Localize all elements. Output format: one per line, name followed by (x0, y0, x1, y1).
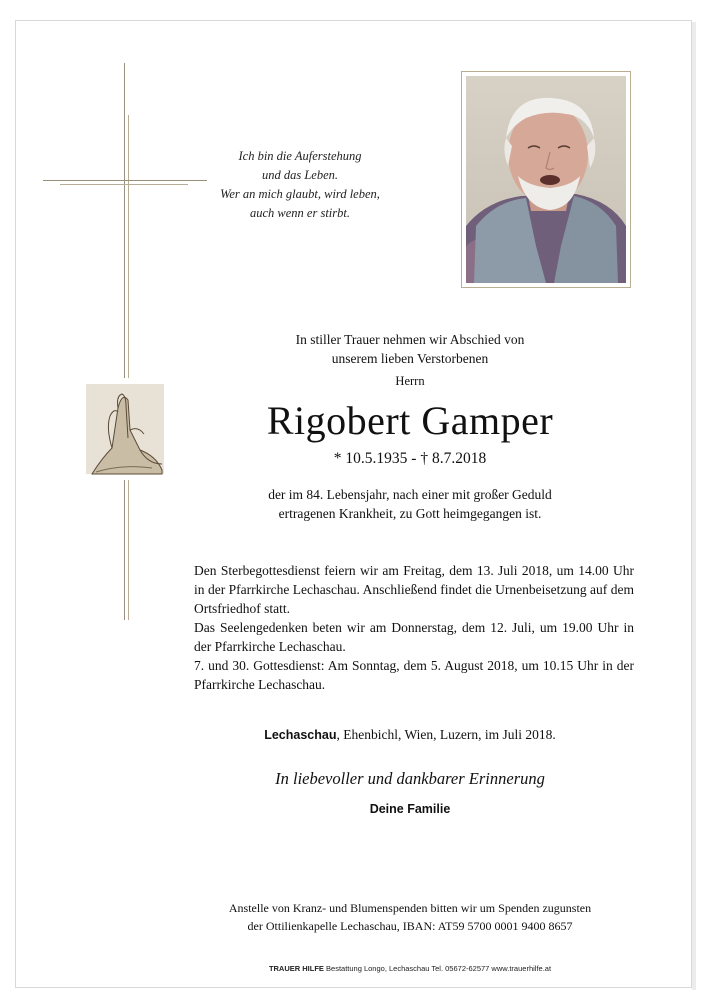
footer-brand: TRAUER HILFE (268, 964, 324, 973)
salutation: Herrn (395, 374, 425, 388)
verse-line: auch wenn er stirbt. (250, 206, 350, 220)
memory-line: In liebevoller und dankbarer Erinnerung (275, 769, 545, 788)
verse-line: Ich bin die Auferstehung (238, 149, 362, 163)
donation-line: der Ottilienkapelle Lechaschau, IBAN: AT59 5700 0001 9400 8657 (247, 919, 573, 933)
description-line: ertragenen Krankheit, zu Gott heimgegangen ist. (278, 506, 542, 521)
place-rest: , Ehenbichl, Wien, Luzern, im Juli 2018. (336, 727, 556, 742)
footer-contact: Bestattung Longo, Lechaschau Tel. 05672-62577 www.trauerhilfe.at (323, 964, 552, 973)
footer (180, 964, 640, 973)
page-shadow (692, 22, 696, 990)
deceased-name: Rigobert Gamper (266, 398, 554, 443)
verse-line: Wer an mich glaubt, wird leben, (220, 187, 380, 201)
donation-line: Anstelle von Kranz- und Blumenspenden bitten wir um Spenden zugunsten (228, 901, 592, 915)
intro-line: In stiller Trauer nehmen wir Abschied von (295, 332, 525, 347)
bible-verse (215, 147, 385, 223)
life-dates: * 10.5.1935 - † 8.7.2018 (333, 450, 487, 467)
portrait-photo (466, 76, 626, 283)
portrait-photo-frame (461, 71, 631, 288)
verse-line: und das Leben. (261, 168, 339, 182)
donation-note (180, 899, 640, 935)
funeral-service-text: Den Sterbegottesdienst feiern wir am Freitag, dem 13. Juli 2018, um 14.00 Uhr in der Pfarrkirche Lechaschau. Anschließend findet die Urnenbeisetzung auf dem Ortsfriedhof statt. (194, 563, 634, 616)
intro-text (180, 330, 640, 368)
signature: Deine Familie (369, 802, 451, 816)
intro-line: unserem lieben Verstorbenen (331, 351, 489, 366)
description-line: der im 84. Lebensjahr, nach einer mit großer Geduld (268, 487, 552, 502)
place-date (180, 727, 640, 743)
description (180, 485, 640, 523)
place-main: Lechaschau (264, 728, 337, 742)
praying-hands-icon (82, 378, 168, 480)
memorial-service-text: 7. und 30. Gottesdienst: Am Sonntag, dem 5. August 2018, um 10.15 Uhr in der Pfarrkirche Lechaschau. (194, 658, 634, 692)
rosary-service-text: Das Seelengedenken beten wir am Donnerstag, dem 12. Juli, um 19.00 Uhr in der Pfarrkirche Lechaschau. (194, 620, 634, 654)
